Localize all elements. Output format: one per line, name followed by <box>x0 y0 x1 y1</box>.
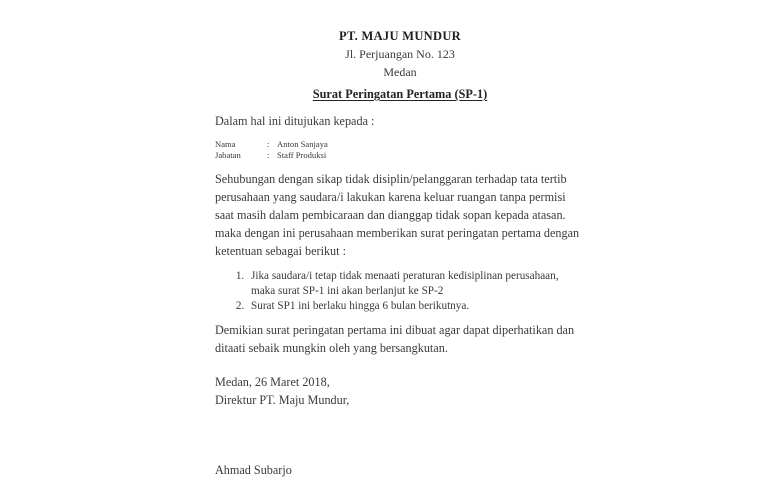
recipient-position-row <box>215 150 585 161</box>
recipient-position-value: Staff Produksi <box>277 150 327 160</box>
signature-place-date: Medan, 26 Maret 2018, <box>215 374 330 389</box>
intro-line: Dalam hal ini ditujukan kepada : <box>215 114 375 128</box>
signature-block <box>215 373 585 479</box>
company-city: Medan <box>383 65 417 79</box>
clause-list <box>215 269 585 314</box>
recipient-block <box>215 139 585 161</box>
company-address: Jl. Perjuangan No. 123 <box>345 47 455 61</box>
recipient-name-colon: : <box>267 139 270 149</box>
clause-item: 1. Jika saudara/i tetap tidak menaati peraturan kedisiplinan perusahaan, maka surat SP-1 ini akan berlanjut ke SP-2 <box>247 269 585 298</box>
recipient-name-value: Anton Sanjaya <box>277 139 328 149</box>
letter-content <box>215 28 585 479</box>
closing-paragraph: Demikian surat peringatan pertama ini dibuat agar dapat diperhatikan dan ditaati sebaik mungkin oleh yang bersangkutan. <box>215 322 575 355</box>
clause-item: 2. Surat SP1 ini berlaku hingga 6 bulan berikutnya. <box>247 299 585 314</box>
company-name: PT. MAJU MUNDUR <box>339 29 461 43</box>
recipient-name-label: Nama <box>215 139 236 149</box>
recipient-position-colon: : <box>267 150 270 160</box>
recipient-position-label: Jabatan <box>215 150 241 160</box>
document-title <box>215 86 585 103</box>
document-title-text: Surat Peringatan Pertama (SP-1) <box>312 87 488 101</box>
letterhead <box>215 28 585 103</box>
main-paragraph: Sehubungan dengan sikap tidak disiplin/pelanggaran terhadap tata tertib perusahaan yang saudara/i lakukan karena keluar ruangan tanpa permisi saat masih dalam pembicaraan dan dianggap tidak sopan kepada atasan. maka dengan ini perusahaan memberikan surat peringatan pertama dengan ketentuan sebagai berikut : <box>215 172 580 258</box>
signature-title-line: Direktur PT. Maju Mundur, <box>215 392 350 407</box>
signer-name: Ahmad Subarjo <box>215 462 292 477</box>
signature-space <box>215 409 585 461</box>
recipient-name-row <box>215 139 585 150</box>
